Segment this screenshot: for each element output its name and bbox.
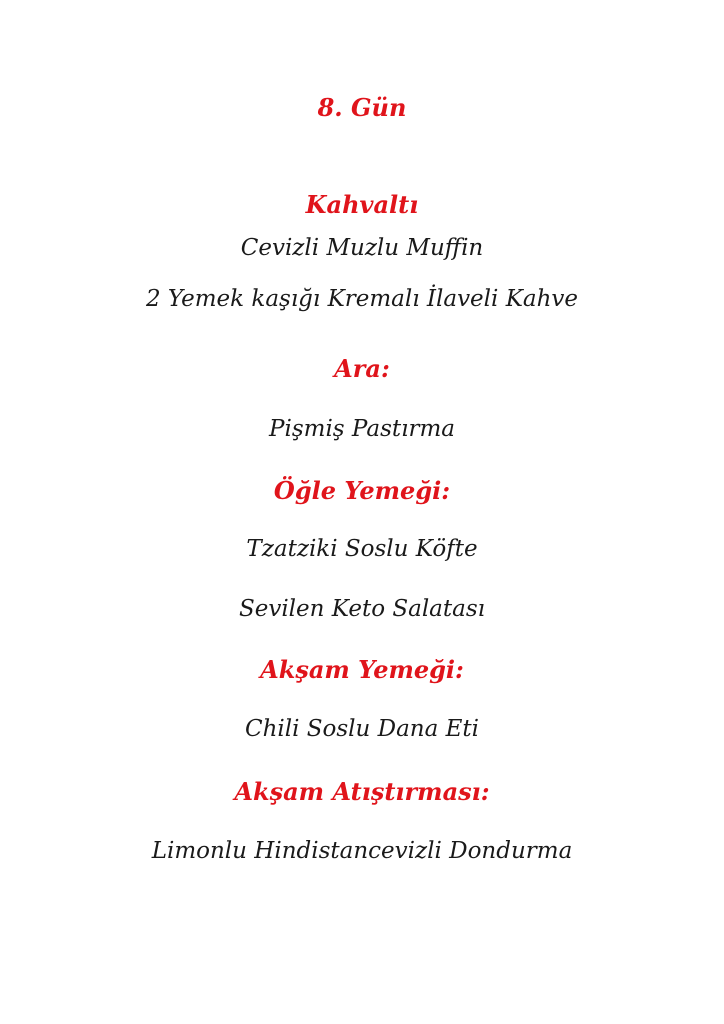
dinner-item: Chili Soslu Dana Eti: [244, 716, 480, 742]
day-title: 8. Gün: [317, 93, 407, 122]
dinner-heading: Akşam Yemeği:: [260, 655, 464, 684]
snack-item: Pişmiş Pastırma: [269, 416, 455, 442]
lunch-item: Tzatziki Soslu Köfte: [246, 536, 478, 562]
evening-snack-item: Limonlu Hindistancevizli Dondurma: [151, 838, 573, 864]
evening-snack-heading: Akşam Atıştırması:: [234, 777, 490, 806]
lunch-item: Sevilen Keto Salatası: [238, 596, 486, 622]
snack-heading: Ara:: [334, 354, 390, 383]
breakfast-item: Cevizli Muzlu Muffin: [240, 235, 484, 261]
lunch-heading: Öğle Yemeği:: [273, 476, 451, 505]
breakfast-item: 2 Yemek kaşığı Kremalı İlaveli Kahve: [145, 286, 579, 312]
breakfast-heading: Kahvaltı: [305, 190, 419, 219]
